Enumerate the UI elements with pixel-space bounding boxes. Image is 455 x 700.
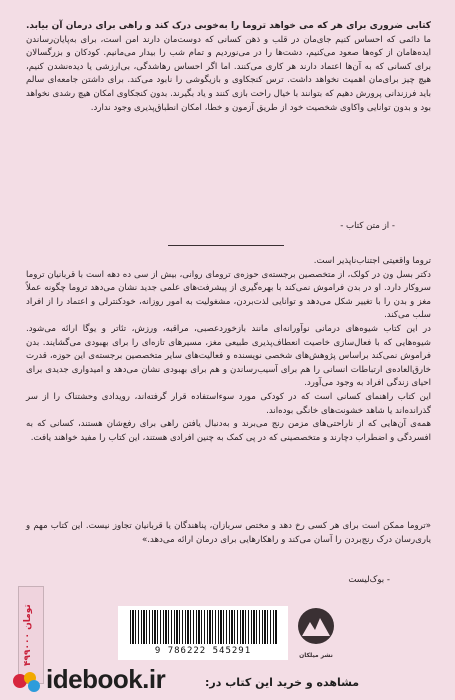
quote-source: - از متن کتاب - — [340, 221, 395, 231]
description-paragraph: این کتاب راهنمای کسانی است که در کودکی مورد سوءاستفاده قرار گرفته‌اند، رویدادی وحشتناک را از سر گذرانده‌اند یا شاهد خشونت‌های خانگی بوده‌اند. — [26, 391, 431, 416]
price-text: ۴۹۹۰۰۰ تومان — [23, 604, 33, 666]
description-paragraph: همه‌ی آن‌هایی که از ناراحتی‌های مزمن رنج می‌برند و به‌دنبال یافتن راهی برای رفع‌شان هستند، کسانی که به افسردگی و اضطراب دچارند و متخصصینی که در پی کمک به چنین افرادی هستند، این کتاب را مفید خواهند یافت. — [26, 419, 431, 443]
review-source: - بوک‌لیست — [348, 575, 390, 585]
description-paragraph: دکتر بسل ون در کولک، از متخصصین برجسته‌ی حوزه‌ی ترومای روانی، بیش از سی ده دهه است با قربانیان تروما سروکار دارد. او در بدن فراموش نمی‌کند با بهره‌گیری از پیشرفت‌های علمی جدید نشان می‌دهد تروما چگونه عملاً مغز و بدن را با تغییر شکل می‌دهد و توانایی لذت‌بردن، مشغولیت به امور روزانه، خودکنترلی و اعتماد را از افراد سلب می‌کند. — [26, 269, 431, 321]
watermark-tagline: مشاهده و خرید این کتاب در: — [205, 676, 360, 689]
description-paragraph: تروما واقعیتی اجتناب‌ناپذیر است. — [313, 256, 431, 266]
review-quote: «تروما ممکن است برای هر کسی رخ دهد و مختص سربازان، پناهندگان یا قربانیان تجاوز نیست. این کتاب مهم و یاری‌رسان درک رنج‌بردن را آسان می‌کند و راهکارهایی برای درمان ارائه می‌دهد.» — [26, 521, 431, 545]
barcode-number: 9 786222 545291 — [154, 646, 252, 656]
section-divider — [168, 245, 284, 246]
quote-body: ما دائمی که احساس کنیم جای‌مان در قلب و ذهن کسانی که دوست‌مان دارند امن است، برای به‌پایان‌رساندن ایده‌هامان از کوه‌ها صعود می‌کنیم، دشت‌ها را در می‌نوردیم و تمام شب را بیدار می‌مانیم. کودکان و بزرگسالان برای کسانی که به آن‌ها اعتماد دارند هر کاری می‌کنند. اما اگر احساس رهاشدگی، بی‌ارزشی یا دیده‌نشدن کنیم، هیچ چیز برای‌مان اهمیت نخواهد داشت. ترس کنجکاوی و بازیگوشی را نابود می‌کند. برای داشتن جامعه‌ای سالم باید فرزندانی پرورش دهیم که بتوانند با خیال راحت بازی کنند و یاد بگیرند. بدون کنجکاوی امکان هیچ رشدی نخواهد بود و بدون توانایی واکاوی شخصیت خود از طریق آزمون و خطا، امکان انطباق‌پذیری وجود ندارد. — [26, 34, 431, 113]
publisher-name: نشر میلکان — [299, 652, 333, 659]
barcode-bars — [130, 610, 278, 644]
book-description — [26, 255, 431, 445]
watermark-brand[interactable]: idebook.ir — [46, 664, 166, 694]
cover-quote — [26, 20, 431, 115]
quote-lead: کتابی ضروری برای هر که می خواهد تروما را به‌خوبی درک کند و راهی برای درمان آن بیابد. — [26, 21, 431, 31]
barcode — [118, 606, 288, 660]
publisher-logo-icon — [296, 604, 336, 652]
idebook-logo-icon — [12, 669, 42, 695]
description-paragraph: در این کتاب شیوه‌های درمانی نوآورانه‌ای مانند بازخوردعصبی، مراقبه، ورزش، تئاتر و یوگا ارائه می‌شود. شیوه‌هایی که با فعال‌سازی خاصیت انعطاف‌پذیری طبیعی مغز، مسیرهای تازه‌ای را برای بهبودی می‌گشایند. بدن فراموش نمی‌کند براساس پژوهش‌های شخصی نویسنده و فعالیت‌های سایر متخصصین برجسته‌ی این حوزه، قدرت خارق‌العاده‌ی ارتباطات انسانی را هم برای آسیب‌رساندن و هم برای بهبودی نشان می‌دهد و امیدواری جدیدی برای احیای زندگی افراد به وجود می‌آورد. — [26, 323, 431, 389]
